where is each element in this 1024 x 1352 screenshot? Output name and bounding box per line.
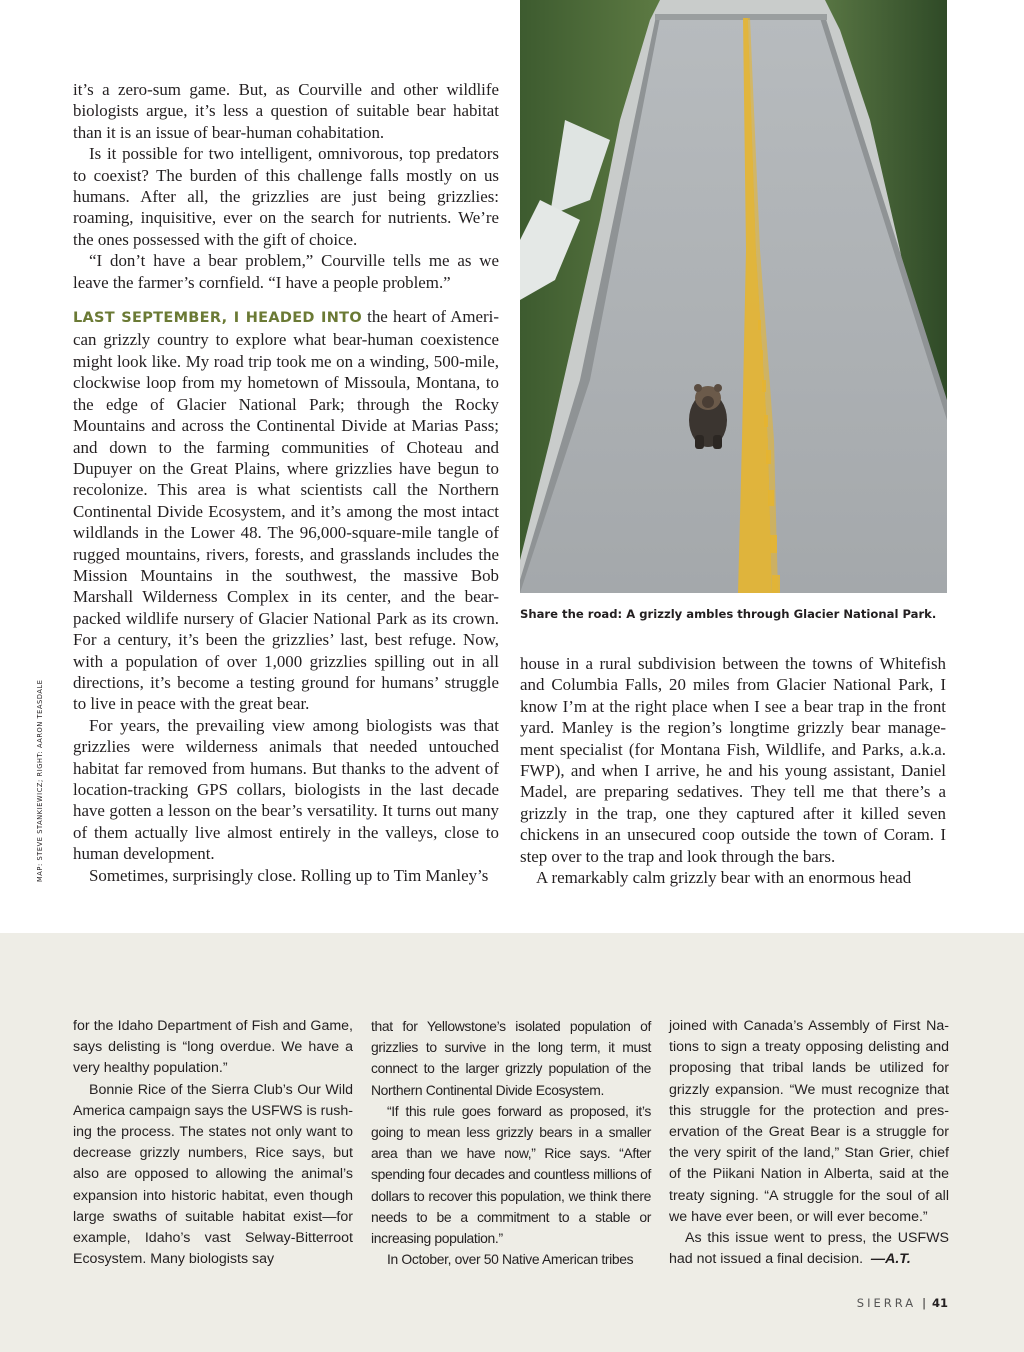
sidebar-paragraph: In October, over 50 Native American tribes (387, 1251, 634, 1268)
sidebar-final-text: As this issue went to press, the USFWS had not issued a final decision. (669, 1230, 949, 1268)
page-number: 41 (931, 1296, 948, 1310)
sidebar-paragraph: Bonnie Rice of the Sierra Club’s Our Wild America campaign says the USFWS is rushing the process. The states not only want to decrease grizzly numbers, Rice says, but also are opposed to allowing the animal’s expansion into historic habitat, even though large swaths of suitable habitat exist—for example, Idaho’s vast Selway-Bitterroot Ecosystem. Many biologists say (73, 1081, 353, 1268)
page-folio (857, 1296, 948, 1310)
magazine-name: SIERRA (856, 1296, 917, 1310)
article-right-column (520, 653, 946, 888)
section-lead-in: LAST SEPTEMBER, I HEADED INTO (73, 310, 362, 327)
sidebar-column-1 (73, 1016, 353, 1270)
photo-credit: MAP: STEVE STANKIEWICZ; RIGHT: AARON TEASDALE (36, 679, 44, 882)
sidebar-final-paragraph (669, 1228, 949, 1270)
section-opening-paragraph (73, 306, 499, 715)
folio-separator: | (922, 1296, 926, 1310)
sidebar-column-3 (669, 1016, 949, 1270)
article-paragraph: house in a rural subdivision between the towns of Whitefish and Columbia Falls, 20 miles from Glacier National Park, I know I’m at the right place when I see a bear trap in the front yard. Manley is the region’s longtime grizzly bear management specialist (for Montana Fish, Wildlife, and Parks, a.k.a. FWP), and when I arrive, he and his young assistant, Daniel Madel, are preparing sedatives. They tell me that there’s a grizzly in the trap, one they captured after it killed seven chickens in an unsecured coop outside the town of Coram. I step over to the trap and look through the bars. (520, 654, 946, 866)
article-paragraph: Is it possible for two intelligent, omnivorous, top predators to coexist? The burden of this challenge falls mostly on us humans. After all, the grizzlies are just being grizzlies: roaming, inquisitive, ever on the search for nutrients. We’re the ones possessed with the gift of choice. (73, 144, 499, 249)
sidebar-paragraph: that for Yellowstone’s isolated population of grizzlies to survive in the long term, it must connect to the larger grizzly population of the Northern Continental Divide Ecosystem. (371, 1018, 651, 1098)
article-left-column (73, 79, 499, 886)
article-paragraph: A remarkably calm grizzly bear with an enormous head (536, 868, 912, 888)
grizzly-on-road-photo (520, 0, 947, 593)
sidebar-column-2 (371, 1016, 651, 1270)
sidebar-paragraph: “If this rule goes forward as proposed, it’s going to mean less grizzly bears in a smaller area than we have now,” Rice says. “After spending four decades and countless millions of dollars to recover this population, we think there needs to be a commitment to a stable or increasing population.” (371, 1102, 651, 1247)
section-opening-text: the heart of American grizzly country to explore what bear-human coexistence might look like. My road trip took me on a winding, 500-mile, clockwise loop from my hometown of Missoula, Montana, to the edge of Glacier National Park; through the Rocky Mountains and across the Continental Divide at Marias Pass; and down to the farming communities of Choteau and Dupuyer on the Great Plains, where grizzlies have begun to recolonize. This area is what scientists call the Northern Continental Divide Ecosystem, and it’s among the most intact wildlands in the Lower 48. The 96,000-square-mile tangle of rugged mountains, rivers, forests, and grasslands includes the Mission Mountains in the southwest, the massive Bob Marshall Wilderness Complex in its center, and the bear-packed wildlife nursery of Glacier National Park as its crown. For a century, it’s been the grizzlies’ last, best refuge. Now, with a population of over 1,000 grizzlies spilling out in all directions, it’s become a testing ground for humans’ struggle to live in peace with the great bear. (73, 307, 499, 714)
sidebar-paragraph: for the Idaho Department of Fish and Game, says delisting is “long overdue. We have a very healthy population.” (73, 1018, 353, 1077)
article-paragraph: “I don’t have a bear problem,” Courville tells me as we leave the farmer’s cornfield. “I have a people problem.” (73, 251, 499, 292)
sidebar-paragraph: joined with Canada’s Assembly of First Nations to sign a treaty opposing delisting and proposing that tribal lands be utilized for grizzly expansion. “We must recognize that this struggle for the protection and preservation of the Great Bear is a struggle for the very spirit of the land,” Stan Grier, chief of the Piikani Nation in Alberta, said at the treaty signing. “A struggle for the soul of all we have ever been, or will ever become.” (669, 1018, 949, 1225)
photo-caption: Share the road: A grizzly ambles through Glacier National Park. (520, 607, 937, 621)
article-paragraph: For years, the prevailing view among biologists was that grizzlies were wilderness animals that needed untouched habitat far removed from humans. But thanks to the advent of location-tracking GPS collars, biologists in the last decade have gotten a lesson on the bear’s versatility. It turns out many of them actually live almost entirely in the valleys, close to human development. (73, 715, 499, 864)
article-paragraph: it’s a zero-sum game. But, as Courville and other wildlife biologists argue, it’s less a question of suitable bear habitat than it is an issue of bear-human cohabitation. (73, 80, 499, 142)
author-signature: —A.T. (870, 1251, 911, 1268)
article-paragraph: Sometimes, surprisingly close. Rolling up to Tim Manley’s (89, 865, 489, 885)
